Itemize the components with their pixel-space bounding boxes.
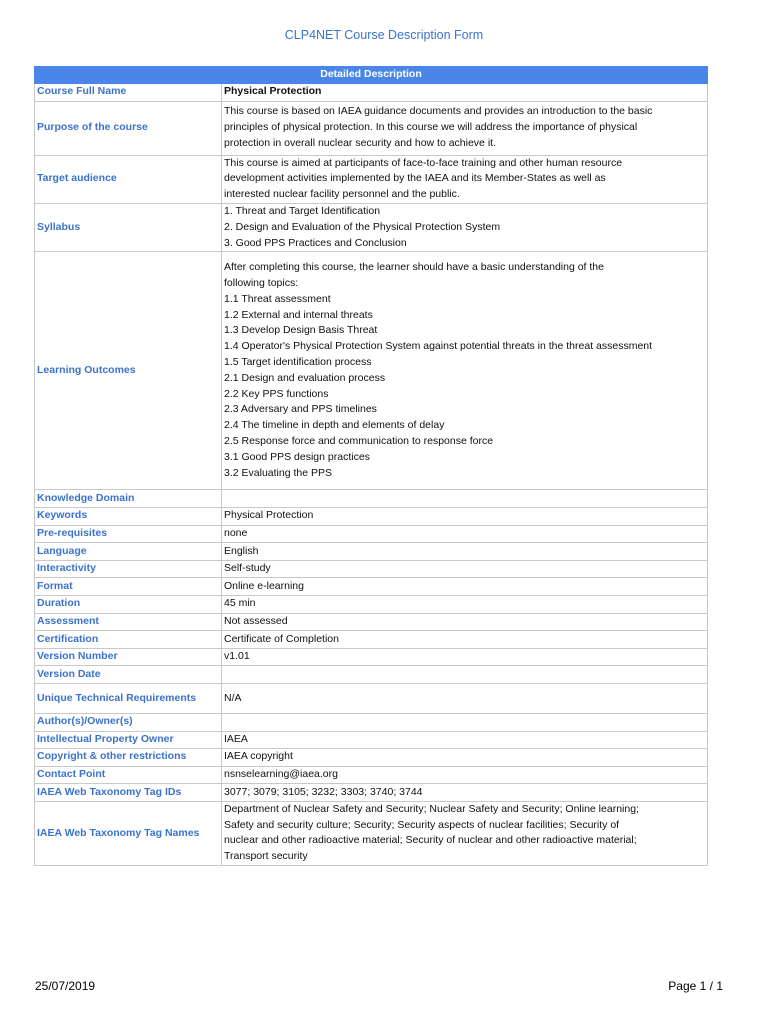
row-version-number [35, 648, 708, 666]
row-taxonomy-names [35, 801, 708, 865]
label-learning-outcomes: Learning Outcomes [35, 252, 222, 490]
footer-date: 25/07/2019 [35, 979, 96, 993]
syllabus-line: 2. Design and Evaluation of the Physical Protection System [224, 220, 501, 233]
row-target-audience [35, 155, 708, 203]
outcome-line: 1.3 Develop Design Basis Threat [224, 324, 378, 337]
row-keywords [35, 507, 708, 525]
label-taxonomy-names: IAEA Web Taxonomy Tag Names [35, 801, 222, 865]
row-language [35, 543, 708, 561]
value-keywords: Physical Protection [222, 507, 708, 525]
purpose-line: principles of physical protection. In this course we will address the importance of physical [224, 121, 638, 134]
outcome-line: 2.5 Response force and communication to response force [224, 435, 494, 448]
value-language: English [222, 543, 708, 561]
label-contact-point: Contact Point [35, 766, 222, 784]
row-version-date [35, 666, 708, 684]
label-syllabus: Syllabus [35, 203, 222, 251]
label-target-audience: Target audience [35, 155, 222, 203]
audience-line: development activities implemented by the IAEA and its Member-States as well as [224, 172, 606, 185]
value-format: Online e-learning [222, 578, 708, 596]
outcome-line: 3.2 Evaluating the PPS [224, 466, 332, 479]
label-course-full-name: Course Full Name [35, 84, 222, 102]
label-version-date: Version Date [35, 666, 222, 684]
label-language: Language [35, 543, 222, 561]
label-version-number: Version Number [35, 648, 222, 666]
row-format [35, 578, 708, 596]
outcome-line: After completing this course, the learner should have a basic understanding of the [224, 261, 604, 274]
outcome-line: 1.2 External and internal threats [224, 308, 373, 321]
label-ip-owner: Intellectual Property Owner [35, 731, 222, 749]
label-taxonomy-ids: IAEA Web Taxonomy Tag IDs [35, 784, 222, 802]
outcome-line: following topics: [224, 277, 299, 290]
purpose-line: protection in overall nuclear security and how to achieve it. [224, 136, 496, 149]
value-version-date [222, 666, 708, 684]
row-assessment [35, 613, 708, 631]
taxonomy-line: Department of Nuclear Safety and Security; Nuclear Safety and Security; Online learning; [224, 802, 639, 815]
row-contact-point [35, 766, 708, 784]
row-technical-requirements [35, 683, 708, 713]
audience-line: interested nuclear facility personnel and the public. [224, 188, 460, 201]
value-pre-requisites: none [222, 525, 708, 543]
label-knowledge-domain: Knowledge Domain [35, 490, 222, 508]
value-certification: Certificate of Completion [222, 631, 708, 649]
label-certification: Certification [35, 631, 222, 649]
value-version-number: v1.01 [222, 648, 708, 666]
purpose-line: This course is based on IAEA guidance documents and provides an introduction to the basic [224, 105, 653, 118]
value-syllabus [222, 203, 708, 251]
value-assessment: Not assessed [222, 613, 708, 631]
taxonomy-line: nuclear and other radioactive material; Security of nuclear and other radioactive material; [224, 834, 637, 847]
row-syllabus [35, 203, 708, 251]
syllabus-line: 3. Good PPS Practices and Conclusion [224, 236, 407, 249]
value-taxonomy-names [222, 801, 708, 865]
outcome-line: 2.2 Key PPS functions [224, 387, 329, 400]
label-pre-requisites: Pre-requisites [35, 525, 222, 543]
value-knowledge-domain [222, 490, 708, 508]
row-copyright [35, 749, 708, 767]
label-format: Format [35, 578, 222, 596]
label-purpose: Purpose of the course [35, 101, 222, 155]
label-technical-requirements: Unique Technical Requirements [35, 683, 222, 713]
outcome-line: 1.4 Operator's Physical Protection System against potential threats in the threat assessment [224, 340, 653, 353]
label-authors: Author(s)/Owner(s) [35, 713, 222, 731]
label-duration: Duration [35, 595, 222, 613]
outcome-line: 2.1 Design and evaluation process [224, 371, 386, 384]
value-copyright: IAEA copyright [222, 749, 708, 767]
form-title: CLP4NET Course Description Form [284, 28, 484, 42]
value-learning-outcomes [222, 252, 708, 490]
value-interactivity: Self-study [222, 560, 708, 578]
value-technical-requirements: N/A [222, 683, 708, 713]
taxonomy-line: Transport security [224, 850, 308, 863]
outcome-line: 2.4 The timeline in depth and elements of delay [224, 419, 445, 432]
row-knowledge-domain [35, 490, 708, 508]
row-course-full-name [35, 84, 708, 102]
outcome-line: 1.5 Target identification process [224, 356, 372, 369]
value-ip-owner: IAEA [222, 731, 708, 749]
syllabus-line: 1. Threat and Target Identification [224, 204, 381, 217]
value-course-full-name: Physical Protection [222, 84, 708, 102]
row-taxonomy-ids [35, 784, 708, 802]
label-copyright: Copyright & other restrictions [35, 749, 222, 767]
row-ip-owner [35, 731, 708, 749]
value-authors [222, 713, 708, 731]
label-interactivity: Interactivity [35, 560, 222, 578]
audience-line: This course is aimed at participants of face-to-face training and other human resource [224, 156, 623, 169]
value-taxonomy-ids: 3077; 3079; 3105; 3232; 3303; 3740; 3744 [222, 784, 708, 802]
outcome-line: 1.1 Threat assessment [224, 292, 331, 305]
outcome-line: 2.3 Adversary and PPS timelines [224, 403, 377, 416]
section-header: Detailed Description [35, 67, 708, 84]
row-pre-requisites [35, 525, 708, 543]
row-interactivity [35, 560, 708, 578]
row-certification [35, 631, 708, 649]
footer-page-number: Page 1 / 1 [668, 979, 723, 993]
label-keywords: Keywords [35, 507, 222, 525]
row-authors [35, 713, 708, 731]
row-learning-outcomes [35, 252, 708, 490]
value-contact-point: nsnselearning@iaea.org [222, 766, 708, 784]
value-purpose [222, 101, 708, 155]
label-assessment: Assessment [35, 613, 222, 631]
taxonomy-line: Safety and security culture; Security; Security aspects of nuclear facilities; Security of [224, 818, 620, 831]
row-duration [35, 595, 708, 613]
outcome-line: 3.1 Good PPS design practices [224, 450, 370, 463]
row-purpose [35, 101, 708, 155]
description-table [34, 66, 708, 866]
value-duration: 45 min [222, 595, 708, 613]
table-header-row [35, 67, 708, 84]
value-target-audience [222, 155, 708, 203]
